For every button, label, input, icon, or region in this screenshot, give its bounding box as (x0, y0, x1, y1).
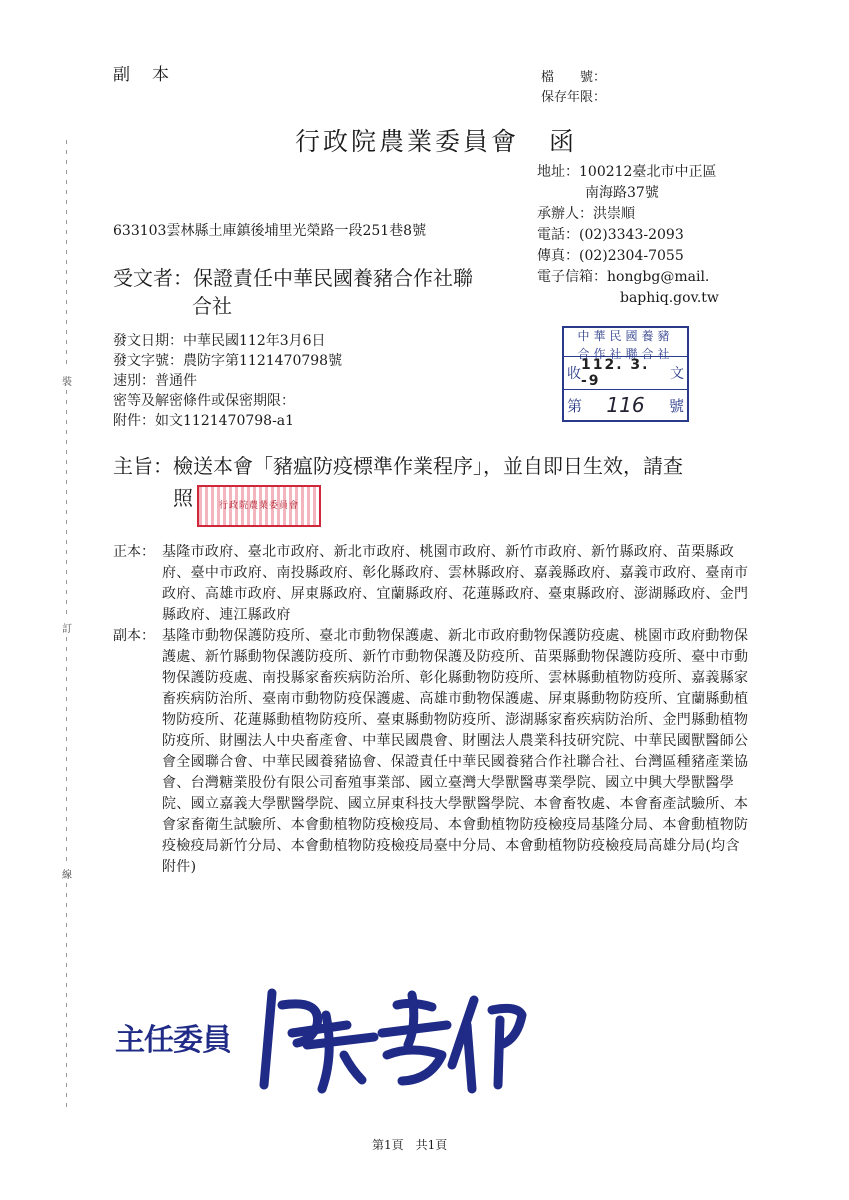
copy-recipients-text: 基隆市動物保護防疫所、臺北市動物保護處、新北市政府動物保護防疫處、桃園市政府動物保護處、新竹縣動物保護防疫所、新竹市動物保護及防疫所、苗栗縣動物保護防疫所、臺中市動物保護防疫處、南投縣家畜疾病防治所、彰化縣動物防疫所、雲林縣動植物防疫所、嘉義縣家畜疾病防治所、臺南市動物防疫保護處、高雄市動物保護處、屏東縣動物防疫所、宜蘭縣動植物防疫所、花蓮縣動植物防疫所、臺東縣動物防疫所、澎湖縣家畜疾病防治所、金門縣動植物防疫所、財團法人中央畜產會、中華民國農會、財團法人農業科技研究院、中華民國獸醫師公會全國聯合會、中華民國養豬協會、保證責任中華民國養豬合作社聯合社、台灣區種豬產業協會、台灣糖業股份有限公司畜殖事業部、國立臺灣大學獸醫專業學院、國立中興大學獸醫學院、國立嘉義大學獸醫學院、國立屏東科技大學獸醫學院、本會畜牧處、本會畜產試驗所、本會家畜衛生試驗所、本會動植物防疫檢疫局、本會動植物防疫檢疫局基隆分局、本會動植物防疫檢疫局新竹分局、本會動植物防疫檢疫局臺中分局、本會動植物防疫檢疫局高雄分局(均含附件) (162, 628, 749, 875)
sender-address-line2: 南海路37號 (585, 185, 659, 201)
original-recipients-label: 正本： (113, 544, 155, 560)
original-recipients-text: 基隆市政府、臺北市政府、新北市政府、桃園市政府、新竹市政府、新竹縣政府、苗栗縣政府、臺中市政府、南投縣政府、彰化縣政府、雲林縣政府、嘉義縣政府、嘉義市政府、臺南市政府、高雄市政府、屏東縣政府、宜蘭縣政府、花蓮縣政府、臺東縣政府、澎湖縣政府、金門縣政府、連江縣政府 (162, 544, 749, 623)
stamp-org (564, 328, 687, 361)
copy-label: 副本 (113, 65, 191, 85)
signature-title: 主任委員 (115, 1023, 231, 1058)
sender-info (537, 162, 767, 309)
recipient-line1: 受文者：保證責任中華民國養豬合作社聯 (113, 266, 473, 290)
stamp-number-suffix: 號 (668, 396, 684, 415)
retention-label: 保存年限： (541, 90, 607, 105)
recipient-address: 633103雲林縣土庫鎮後埔里光榮路一段251巷8號 (113, 223, 427, 239)
speed: 速別：普通件 (113, 373, 197, 389)
margin-mark-zhuang: 裝 (62, 377, 72, 388)
file-number-label: 檔 號： (541, 70, 607, 85)
file-number-block (541, 68, 606, 108)
signature-image (112, 985, 532, 1095)
page-footer: 第1頁 共1頁 (372, 1138, 448, 1152)
margin-mark-xian: 線 (62, 870, 72, 881)
stamp-date-row (564, 357, 687, 390)
margin-mark-ding: 訂 (62, 624, 72, 635)
distribution-list (113, 542, 753, 878)
document-meta (113, 331, 342, 431)
receipt-stamp (562, 326, 689, 422)
stamp-number-prefix: 第 (567, 396, 583, 415)
binding-line (66, 140, 67, 370)
sender-address: 地址：100212臺北市中正區 (537, 164, 717, 180)
stamp-org-line2: 合作社聯合社 (577, 347, 674, 361)
stamp-number: 116 (606, 393, 645, 417)
secrecy: 密等及解密條件或保密期限： (113, 393, 295, 409)
stamp-date: 112. 3. -9 (581, 357, 650, 389)
binding-line (66, 390, 67, 615)
agency-name: 行政院農業委員會 (295, 127, 520, 156)
binding-line (66, 883, 67, 1113)
original-recipients (113, 542, 753, 626)
doc-type: 函 (549, 127, 578, 156)
signature-block (112, 985, 532, 1095)
handler: 承辦人：洪崇順 (537, 206, 635, 222)
official-seal (197, 485, 321, 527)
subject-line1: 主旨：檢送本會「豬瘟防疫標準作業程序」，並自即日生效，請查 (113, 454, 683, 478)
doc-number: 發文字號：農防字第1121470798號 (113, 353, 343, 369)
stamp-number-row (564, 390, 687, 420)
document-title (295, 122, 577, 158)
stamp-doc-char: 文 (670, 366, 684, 382)
phone: 電話：(02)3343-2093 (537, 227, 684, 243)
copy-recipients (113, 626, 753, 878)
stamp-received-char: 收 (567, 366, 581, 382)
subject-line2: 照 (173, 486, 193, 510)
email-line2: baphiq.gov.tw (620, 290, 719, 306)
attachment: 附件：如文1121470798-a1 (113, 413, 295, 429)
binding-line (66, 637, 67, 862)
fax: 傳真：(02)2304-7055 (537, 248, 684, 264)
stamp-org-line1: 中華民國養豬 (577, 329, 674, 343)
issue-date: 發文日期：中華民國112年3月6日 (113, 333, 326, 349)
copy-recipients-label: 副本： (113, 628, 155, 644)
recipient-line2: 合社 (192, 294, 232, 318)
seal-text: 行政院農業委員會 (218, 500, 299, 511)
email: 電子信箱：hongbg@mail. (537, 269, 710, 285)
recipient (113, 264, 513, 320)
